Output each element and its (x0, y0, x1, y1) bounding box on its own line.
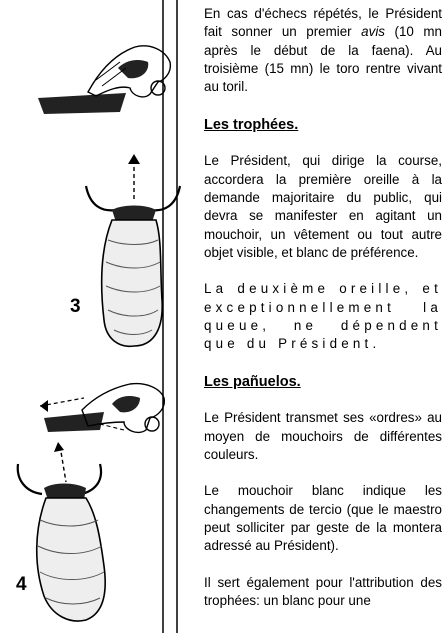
heading-panuelos: Les pañuelos. (204, 374, 301, 391)
paragraph-deuxieme-oreille-text: La deuxième oreille, et exceptionnellement la queue, ne dépendent que du Président. (204, 281, 442, 352)
paragraph-mouchoir-blanc: Le mouchoir blanc indique les changements de tercio (que le maestro peut solliciter par geste de la montera adressé au Président). (204, 483, 442, 554)
avis-term: avis (361, 24, 385, 40)
cape-pass-illustration-bottom (40, 384, 164, 433)
paragraph-attribution: Il sert également pour l'attribution des trophées: un blanc pour une (204, 574, 442, 608)
paragraph-premiere-oreille: Le Président, qui dirige la course, accordera la première oreille à la demande majoritaire du public, qui devra se manifester en agitant un mouchoir, un vêtement ou tout autre objet visible, et blanc de préférence. (204, 153, 442, 260)
bull-illustration-3 (86, 154, 180, 346)
paragraph-avis-end: (10 mn après le début de la faena). Au troisième (15 mn) le toro rentre vivant au toril. (204, 24, 442, 95)
heading-trophees: Les trophées. (204, 117, 299, 134)
paragraph-deuxieme-oreille (204, 280, 442, 353)
cape-pass-illustration-top (38, 46, 170, 114)
figure-number-3: 3 (70, 296, 81, 317)
illustrations-column (0, 0, 195, 633)
figure-number-4: 4 (16, 574, 27, 595)
text-column (204, 5, 442, 610)
paragraph-mouchoirs: Le Président transmet ses «ordres» au moyen de mouchoirs de différentes couleurs. (204, 410, 442, 463)
bull-illustration-4 (18, 442, 105, 621)
paragraph-avis-start: En cas d'échecs répétés, le Président fait sonner un premier (204, 6, 442, 40)
paragraph-avis (204, 5, 442, 96)
